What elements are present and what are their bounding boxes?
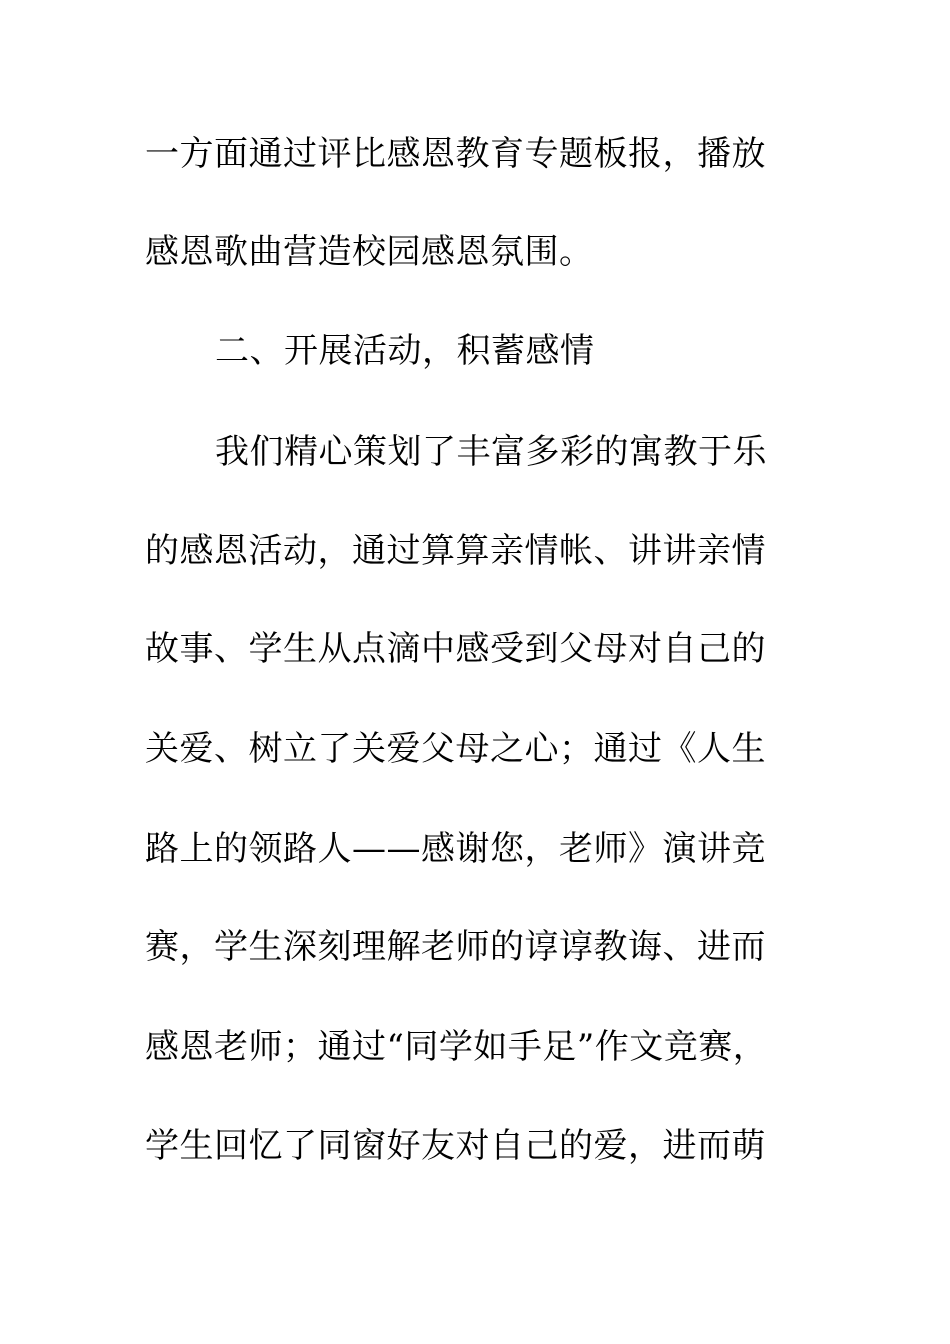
paragraph-line-10: 学生回忆了同窗好友对自己的爱，进而萌 bbox=[145, 1126, 766, 1166]
paragraph-line-9: 感恩老师；通过“同学如手足”作文竞赛， bbox=[145, 1027, 768, 1067]
paragraph-line-3: 我们精心策划了丰富多彩的寓教于乐 bbox=[215, 432, 767, 472]
paragraph-line-7: 路上的领路人——感谢您，老师》演讲竞 bbox=[145, 829, 766, 869]
paragraph-line-5: 故事、学生从点滴中感受到父母对自己的 bbox=[145, 629, 766, 669]
paragraph-line-1: 一方面通过评比感恩教育专题板报，播放 bbox=[145, 134, 766, 174]
paragraph-line-4: 的感恩活动，通过算算亲情帐、讲讲亲情 bbox=[145, 531, 766, 571]
paragraph-line-8: 赛，学生深刻理解老师的谆谆教诲、进而 bbox=[145, 927, 766, 967]
section-heading: 二、开展活动，积蓄感情 bbox=[215, 331, 595, 371]
paragraph-line-2: 感恩歌曲营造校园感恩氛围。 bbox=[145, 232, 594, 272]
paragraph-line-6: 关爱、树立了关爱父母之心；通过《人生 bbox=[145, 729, 766, 769]
